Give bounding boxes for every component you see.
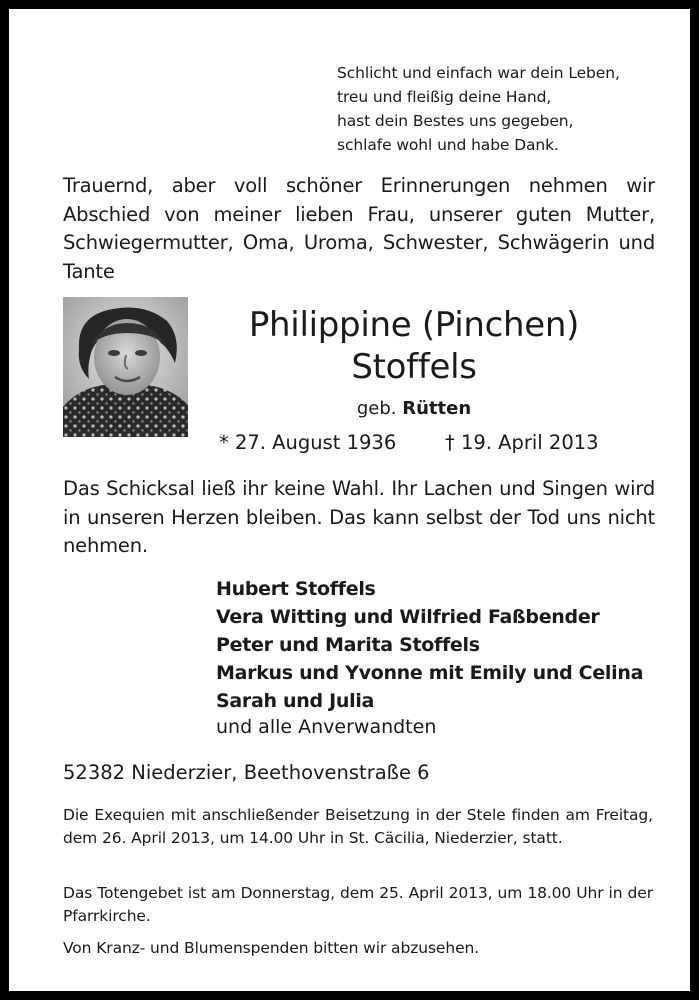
fate-text: Das Schicksal ließ ihr keine Wahl. Ihr Lachen und Singen wird in unseren Herzen bleiben. Das kann selbst der Tod uns nicht nehmen. [63,477,655,557]
poem-line: hast dein Bestes uns gegeben, [337,112,574,130]
nee-prefix: geb. [356,398,397,419]
mourner: Hubert Stoffels [216,578,376,600]
deceased-name [209,304,619,388]
flowers-notice: Von Kranz- und Blumenspenden bitten wir abzusehen. [63,939,480,957]
death-date: † 19. April 2013 [445,431,599,454]
address: 52382 Niederzier, Beethovenstraße 6 [63,761,430,784]
funeral-notice: Die Exequien mit anschließender Beisetzung in der Stele finden am Freitag, dem 26. April 2013, um 14.00 Uhr in St. Cäcilia, Niederzier, statt. [63,806,653,847]
name-line-first: Philippine (Pinchen) [248,305,580,345]
intro-text: Trauernd, aber voll schöner Erinnerungen nehmen wir Abschied von meiner lieben Frau, unserer guten Mutter, Schwiegermutter, Oma, Uroma, Schwester, Schwägerin und Tante [63,174,655,283]
poem-line: schlafe wohl und habe Dank. [337,136,559,154]
maiden-name-line [209,397,619,421]
relatives-line: und alle Anverwandten [216,716,437,738]
mourner: Peter und Marita Stoffels [216,634,480,656]
mourners-list [216,575,666,715]
mourner: Vera Witting und Wilfried Faßbender [216,606,600,628]
prayer-notice: Das Totengebet ist am Donnerstag, dem 25. April 2013, um 18.00 Uhr in der Pfarrkirche. [63,884,653,925]
portrait-image [63,297,188,437]
poem-line: Schlicht und einfach war dein Leben, [337,64,620,82]
birth-date: * 27. August 1936 [219,431,397,454]
mourner: Sarah und Julia [216,690,375,712]
name-line-surname: Stoffels [351,347,477,387]
mourner: Markus und Yvonne mit Emily und Celina [216,662,644,684]
portrait-photo [63,297,188,437]
poem-line: treu und fleißig deine Hand, [337,88,552,106]
maiden-name: Rütten [402,398,472,419]
poem [337,61,677,157]
